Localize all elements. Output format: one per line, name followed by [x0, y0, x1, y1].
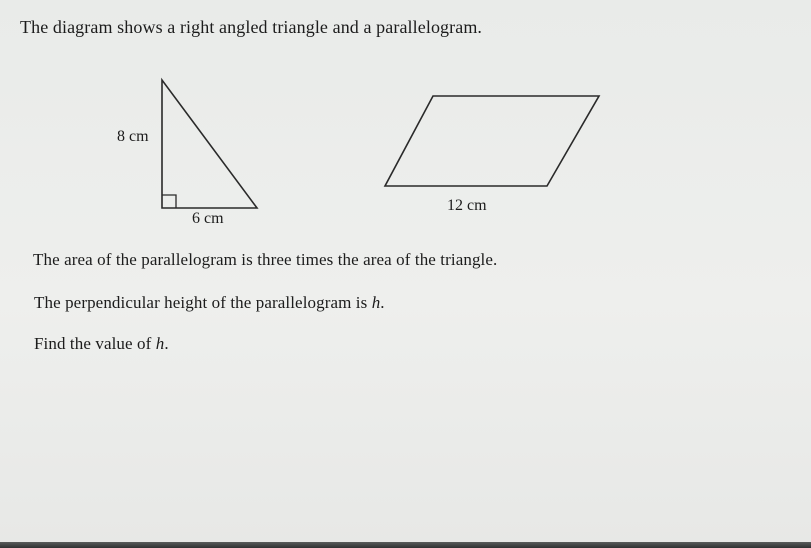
height-variable: h [371, 293, 381, 312]
area-statement: The area of the parallelogram is three times the area of the triangle. [33, 250, 498, 269]
triangle-height-label: 8 cm [117, 128, 149, 145]
find-prefix: Find the value of [34, 334, 156, 353]
triangle-base-label: 6 cm [192, 210, 224, 227]
parallelogram-base-label: 12 cm [447, 197, 487, 214]
height-statement-suffix: . [380, 293, 385, 312]
question-intro: The diagram shows a right angled triangle and a parallelogram. [20, 17, 483, 37]
height-statement [34, 293, 385, 313]
find-instruction [34, 334, 169, 354]
page-bottom-edge [0, 542, 811, 548]
find-variable: h [155, 334, 165, 353]
right-angle-marker [162, 195, 176, 208]
height-statement-prefix: The perpendicular height of the parallelogram is [34, 293, 372, 312]
right-triangle [162, 80, 257, 208]
find-suffix: . [164, 334, 169, 353]
parallelogram-shape [385, 96, 599, 186]
